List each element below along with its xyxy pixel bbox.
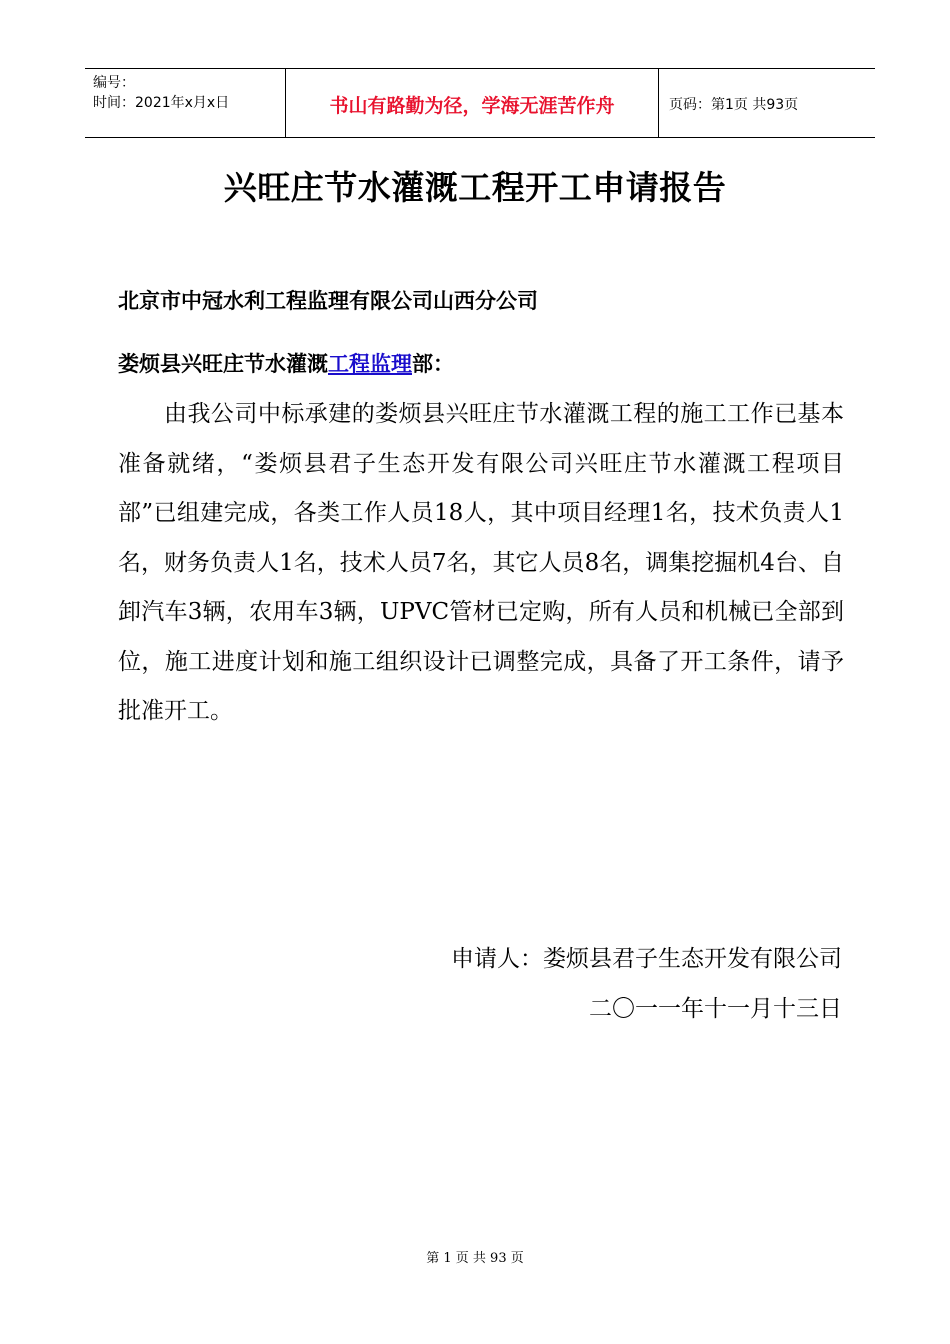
applicant-line: 申请人：娄烦县君子生态开发有限公司 <box>451 946 842 972</box>
time-label: 时间：2021年x月x日 <box>93 95 230 111</box>
addressee-prefix: 娄烦县兴旺庄节水灌溉 <box>118 352 328 376</box>
page-info: 页码：第1页 共93页 <box>669 97 799 113</box>
motto-text: 书山有路勤为径，学海无涯苦作舟 <box>329 94 615 117</box>
number-label: 编号： <box>93 75 135 91</box>
supervision-link[interactable]: 工程监理 <box>328 352 412 376</box>
page-footer: 第 1 页 共 93 页 <box>426 1251 524 1266</box>
addressee-company: 北京市中冠水利工程监理有限公司山西分公司 <box>118 289 538 313</box>
header-meta-cell <box>85 69 286 137</box>
document-title: 兴旺庄节水灌溉工程开工申请报告 <box>223 168 727 207</box>
date-line: 二〇一一年十一月十三日 <box>589 996 842 1022</box>
addressee-department <box>118 348 454 378</box>
page-header <box>85 68 875 138</box>
addressee-suffix: 部： <box>412 352 454 376</box>
header-motto-cell <box>286 69 659 137</box>
header-page-cell <box>659 69 875 137</box>
body-paragraph: 由我公司中标承建的娄烦县兴旺庄节水灌溉工程的施工工作已基本准备就绪，“娄烦县君子生态开发有限公司兴旺庄节水灌溉工程项目部”已组建完成，各类工作人员18人，其中项目经理1名，技术负责人1名，财务负责人1名，技术人员7名，其它人员8名，调集挖掘机4台、自卸汽车3辆，农用车3辆，UPVC管材已定购，所有人员和机械已全部到位，施工进度计划和施工组织设计已调整完成，具备了开工条件，请予批准开工。 <box>118 401 844 724</box>
